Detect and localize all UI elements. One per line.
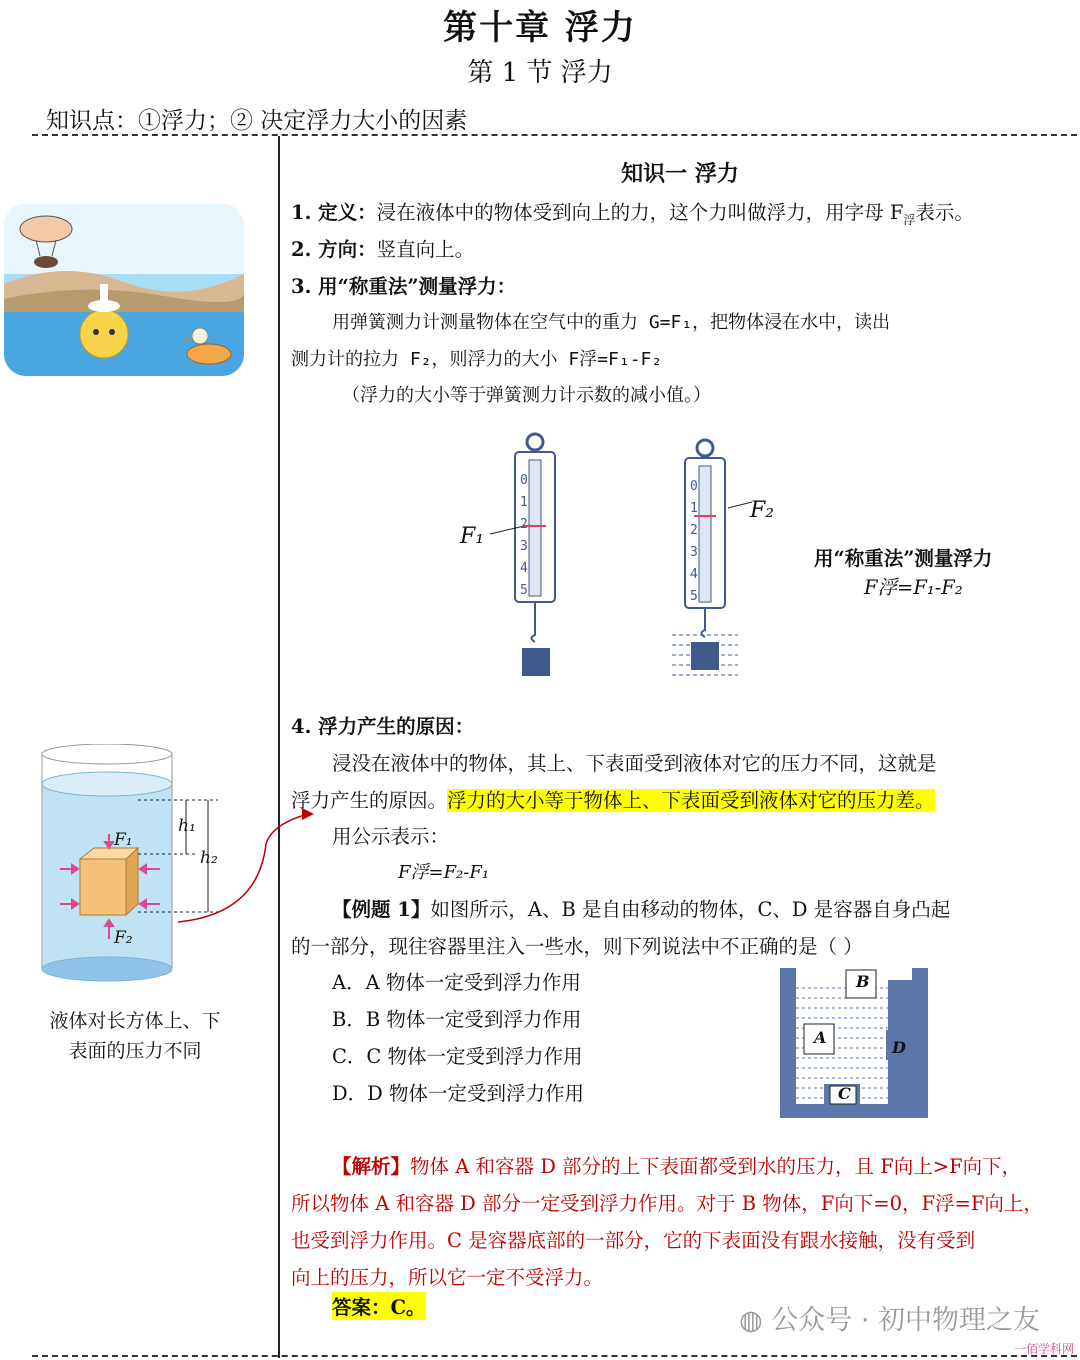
chapter-title: 第十章 浮力 (443, 8, 637, 48)
knowledge-points: 知识点：①浮力；② 决定浮力大小的因素 (46, 108, 468, 134)
example-line-1-text: 如图所示，A、B 是自由移动的物体，C、D 是容器自身凸起 (430, 898, 951, 921)
cause-highlight: 浮力的大小等于物体上、下表面受到液体对它的压力差。 (447, 789, 935, 812)
corner-watermark: 一佰学科网 (1013, 1342, 1074, 1356)
example-label: 【例题 1】 (332, 898, 431, 921)
spring-scale-figure (440, 430, 775, 694)
label-d: D (892, 1038, 906, 1057)
cause-label: 4. 浮力产生的原因： (291, 715, 475, 738)
f1-pressure-label: F₁ (114, 830, 133, 850)
label-a: A (814, 1028, 827, 1047)
wechat-icon: ◍ (739, 1305, 772, 1336)
scale-ticks-right: 0 1 2 3 4 5 (690, 479, 698, 604)
h2-label: h₂ (200, 848, 218, 868)
analysis-label: 【解析】 (332, 1155, 411, 1178)
direction-label: 2. 方向： (291, 238, 377, 261)
formula-intro: 用公示表示： (332, 825, 450, 848)
definition-label: 1. 定义： (291, 201, 377, 224)
weighing-line-1: 用弹簧测力计测量物体在空气中的重力 G=F₁，把物体浸在水中，读出 (332, 312, 891, 333)
analysis-line-3: 也受到浮力作用。C 是容器底部的一部分，它的下表面没有跟水接触，没有受到 (291, 1229, 976, 1252)
example-line-1 (332, 894, 950, 922)
option-d: D．D 物体一定受到浮力作用 (332, 1082, 584, 1105)
h1-label: h₁ (178, 816, 196, 836)
watermark: ◍ 公众号 · 初中物理之友 (739, 1305, 1040, 1336)
f1-label: F₁ (460, 524, 485, 549)
cause-line-2-text: 浮力产生的原因。 (291, 789, 448, 812)
f2-label: F₂ (750, 498, 775, 523)
pressure-formula: F浮=F₂-F₁ (398, 862, 490, 883)
weighing-formula: F浮=F₁-F₂ (864, 576, 963, 599)
option-b: B．B 物体一定受到浮力作用 (332, 1008, 582, 1031)
top-divider (32, 134, 1077, 136)
analysis-line-4: 向上的压力，所以它一定不受浮力。 (291, 1266, 604, 1289)
scale-ticks-left: 0 1 2 3 4 5 (520, 473, 528, 598)
label-c: C (838, 1084, 851, 1103)
cause-line-2 (291, 785, 935, 813)
cause-line-1: 浸没在液体中的物体，其上、下表面受到液体对它的压力不同，这就是 (332, 752, 937, 775)
left-figure-caption: 液体对长方体上、下 表面的压力不同 (49, 1010, 221, 1062)
definition-subscript: 浮 (903, 212, 916, 227)
section-title: 第 1 节 浮力 (467, 58, 613, 88)
weighing-caption: 用“称重法”测量浮力 (814, 547, 993, 570)
section-heading: 知识一 浮力 (621, 161, 739, 187)
container-figure (778, 966, 930, 1124)
weighing-line-2: 测力计的拉力 F₂，则浮力的大小 F浮=F₁-F₂ (291, 349, 663, 370)
floating-cartoon-illustration (4, 204, 244, 376)
analysis-line-1-text: 物体 A 和容器 D 部分的上下表面都受到水的压力，且 F向上>F向下， (410, 1155, 1022, 1178)
option-a: A．A 物体一定受到浮力作用 (332, 971, 581, 994)
label-b: B (856, 972, 870, 991)
weighing-method-label: 3. 用“称重法”测量浮力： (291, 275, 517, 298)
bottom-divider (32, 1355, 1077, 1357)
direction-text: 竖直向上。 (376, 238, 475, 261)
example-line-2: 的一部分，现往容器里注入一些水，则下列说法中不正确的是（ ） (291, 935, 863, 958)
option-c: C．C 物体一定受到浮力作用 (332, 1045, 583, 1068)
definition-tail: 表示。 (915, 201, 974, 224)
weighing-note: （浮力的大小等于弹簧测力计示数的减小值。） (342, 385, 711, 406)
analysis-line-2: 所以物体 A 和容器 D 部分一定受到浮力作用。对于 B 物体，F向下=0，F浮=F向上， (291, 1192, 1043, 1215)
definition-text: 浸在液体中的物体受到向上的力，这个力叫做浮力，用字母 F (376, 201, 904, 224)
f2-pressure-label: F₂ (114, 928, 133, 948)
analysis-line-1 (332, 1151, 1021, 1179)
definition-line (291, 197, 974, 228)
direction-line (291, 234, 474, 262)
answer: 答案：C。 (332, 1292, 426, 1320)
